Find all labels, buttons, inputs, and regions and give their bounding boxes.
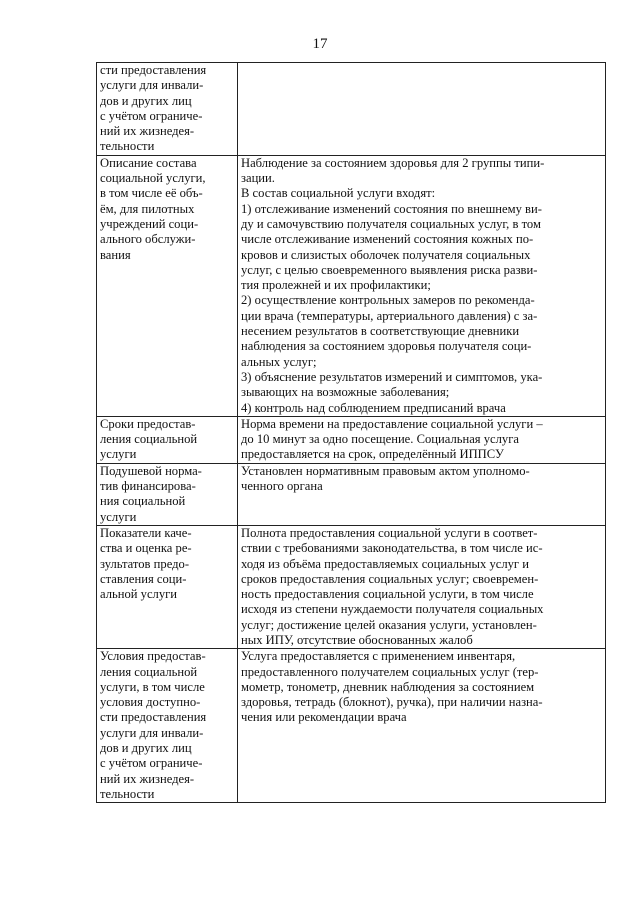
table-row [97,63,606,156]
row-content-line: 3) объяснение результатов измерений и симптомов, ука- [241,369,543,384]
row-label-cell [97,63,238,156]
row-content-line: несением результатов в соответствующие дневники [241,324,520,339]
row-content-cell [238,649,606,803]
row-content-line: 1) отслеживание изменений состояния по внешнему ви- [241,201,542,216]
row-label-line: ления социальной [100,432,198,447]
row-label-line: сти предоставления [100,63,207,77]
row-label-line: дов и других лиц [100,93,192,108]
row-label-line: социальной услуги, [100,171,206,186]
row-label-cell [97,525,238,648]
row-content-line: Установлен нормативным правовым актом уполномо- [241,463,530,478]
row-content-line: числе отслеживание изменений состояния кожных по- [241,232,534,247]
row-content-cell [238,155,606,416]
row-content-line: кровов и слизистых оболочек получателя социальных [241,247,531,262]
row-label-line: в том числе её объ- [100,186,203,201]
row-label-line: ставления соци- [100,571,187,586]
row-content-line: Наблюдение за состоянием здоровья для 2 группы типи- [241,155,545,170]
row-content-line: чения или рекомендации врача [241,710,407,725]
row-label-line: услуги [100,447,137,462]
row-label-line: с учётом ограниче- [100,108,203,123]
row-content-line: альных услуг; [241,354,317,369]
row-label-cell [97,416,238,463]
row-content-line: до 10 минут за одно посещение. Социальная услуга [241,432,519,447]
row-content-line: здоровья, тетрадь (блокнот), ручка), при наличии назна- [241,695,543,710]
table-row [97,463,606,525]
row-label-line: услуги для инвали- [100,725,204,740]
table-row [97,649,606,803]
row-content-line: сроков предоставления социальных услуг; своевремен- [241,571,539,586]
row-label-line: ём, для пилотных [100,201,195,216]
row-content-line: наблюдения за состоянием здоровья получателя соци- [241,339,532,354]
row-content-line: предоставляется на срок, определённый ИППСУ [241,447,504,462]
row-label-line: Подушевой норма- [100,463,202,478]
row-label-line: Условия предостав- [100,649,206,664]
row-content-line: 4) контроль над соблюдением предписаний врача [241,400,506,415]
row-content-cell [238,63,606,156]
row-content-line: услуг, с целью своевременного выявления риска разви- [241,262,538,277]
row-content-line: услуг; достижение целей оказания услуги, установлен- [241,617,537,632]
row-content-line: В состав социальной услуги входят: [241,186,436,201]
row-label-cell [97,463,238,525]
row-label-line: ства и оценка ре- [100,541,192,556]
row-content-line: мометр, тонометр, дневник наблюдения за состоянием [241,679,535,694]
row-label-line: зультатов предо- [100,556,190,571]
row-content-cell [238,525,606,648]
row-content-line: предоставленного получателем социальных услуг (тер- [241,664,539,679]
row-label-cell [97,649,238,803]
row-content-line: Норма времени на предоставление социальной услуги – [241,416,543,431]
row-label-line: услуги [100,509,137,524]
service-description-table [96,62,606,803]
page-number: 17 [312,36,328,52]
row-content-line: ченного органа [241,479,323,494]
row-label-line: тельности [100,139,155,154]
table-row [97,525,606,648]
row-label-line: ния социальной [100,494,186,509]
row-content-line: ции врача (температуры, артериального давления) с за- [241,308,538,323]
row-label-line: Описание состава [100,155,197,170]
row-content-line: ных ИПУ, отсутствие обоснованных жалоб [241,632,473,647]
row-content-line: ствии с требованиями законодательства, в том числе ис- [241,541,543,556]
row-label-line: вания [100,247,131,262]
row-content-line: исходя из степени нуждаемости получателя социальных [241,602,544,617]
row-label-line: учреждений соци- [100,216,199,231]
table-row [97,416,606,463]
row-label-line: тельности [100,786,155,801]
row-label-line: с учётом ограниче- [100,756,203,771]
table-body [97,63,606,803]
row-content-line: зации. [241,171,275,186]
row-content-line: ность предоставления социальной услуги, в том числе [241,587,534,602]
row-label-line: ления социальной [100,664,198,679]
row-label-line: тив финансирова- [100,479,196,494]
table-row [97,155,606,416]
row-content-line: ду и самочувствию получателя социальных услуг, в том [241,216,541,231]
row-label-line: сти предоставления [100,710,207,725]
row-label-line: дов и других лиц [100,741,192,756]
row-label-cell [97,155,238,416]
row-label-line: ального обслужи- [100,232,196,247]
row-content-line: Полнота предоставления социальной услуги в соответ- [241,525,538,540]
row-label-line: ний их жизнедея- [100,124,195,139]
row-label-line: альной услуги [100,587,178,602]
row-content-line: Услуга предоставляется с применением инвентаря, [241,649,516,664]
row-label-line: ний их жизнедея- [100,771,195,786]
row-label-line: Показатели каче- [100,525,192,540]
row-label-line: условия доступно- [100,695,201,710]
row-content-cell [238,463,606,525]
row-content-line: тия пролежней и их профилактики; [241,278,431,293]
row-label-line: Сроки предостав- [100,416,196,431]
row-content-line: зывающих на возможные заболевания; [241,385,450,400]
row-content-line: ходя из объёма предоставляемых социальных услуг и [241,556,529,571]
row-label-line: услуги, в том числе [100,679,205,694]
row-label-line: услуги для инвали- [100,78,204,93]
row-content-cell [238,416,606,463]
row-content-line: 2) осуществление контрольных замеров по рекоменда- [241,293,535,308]
